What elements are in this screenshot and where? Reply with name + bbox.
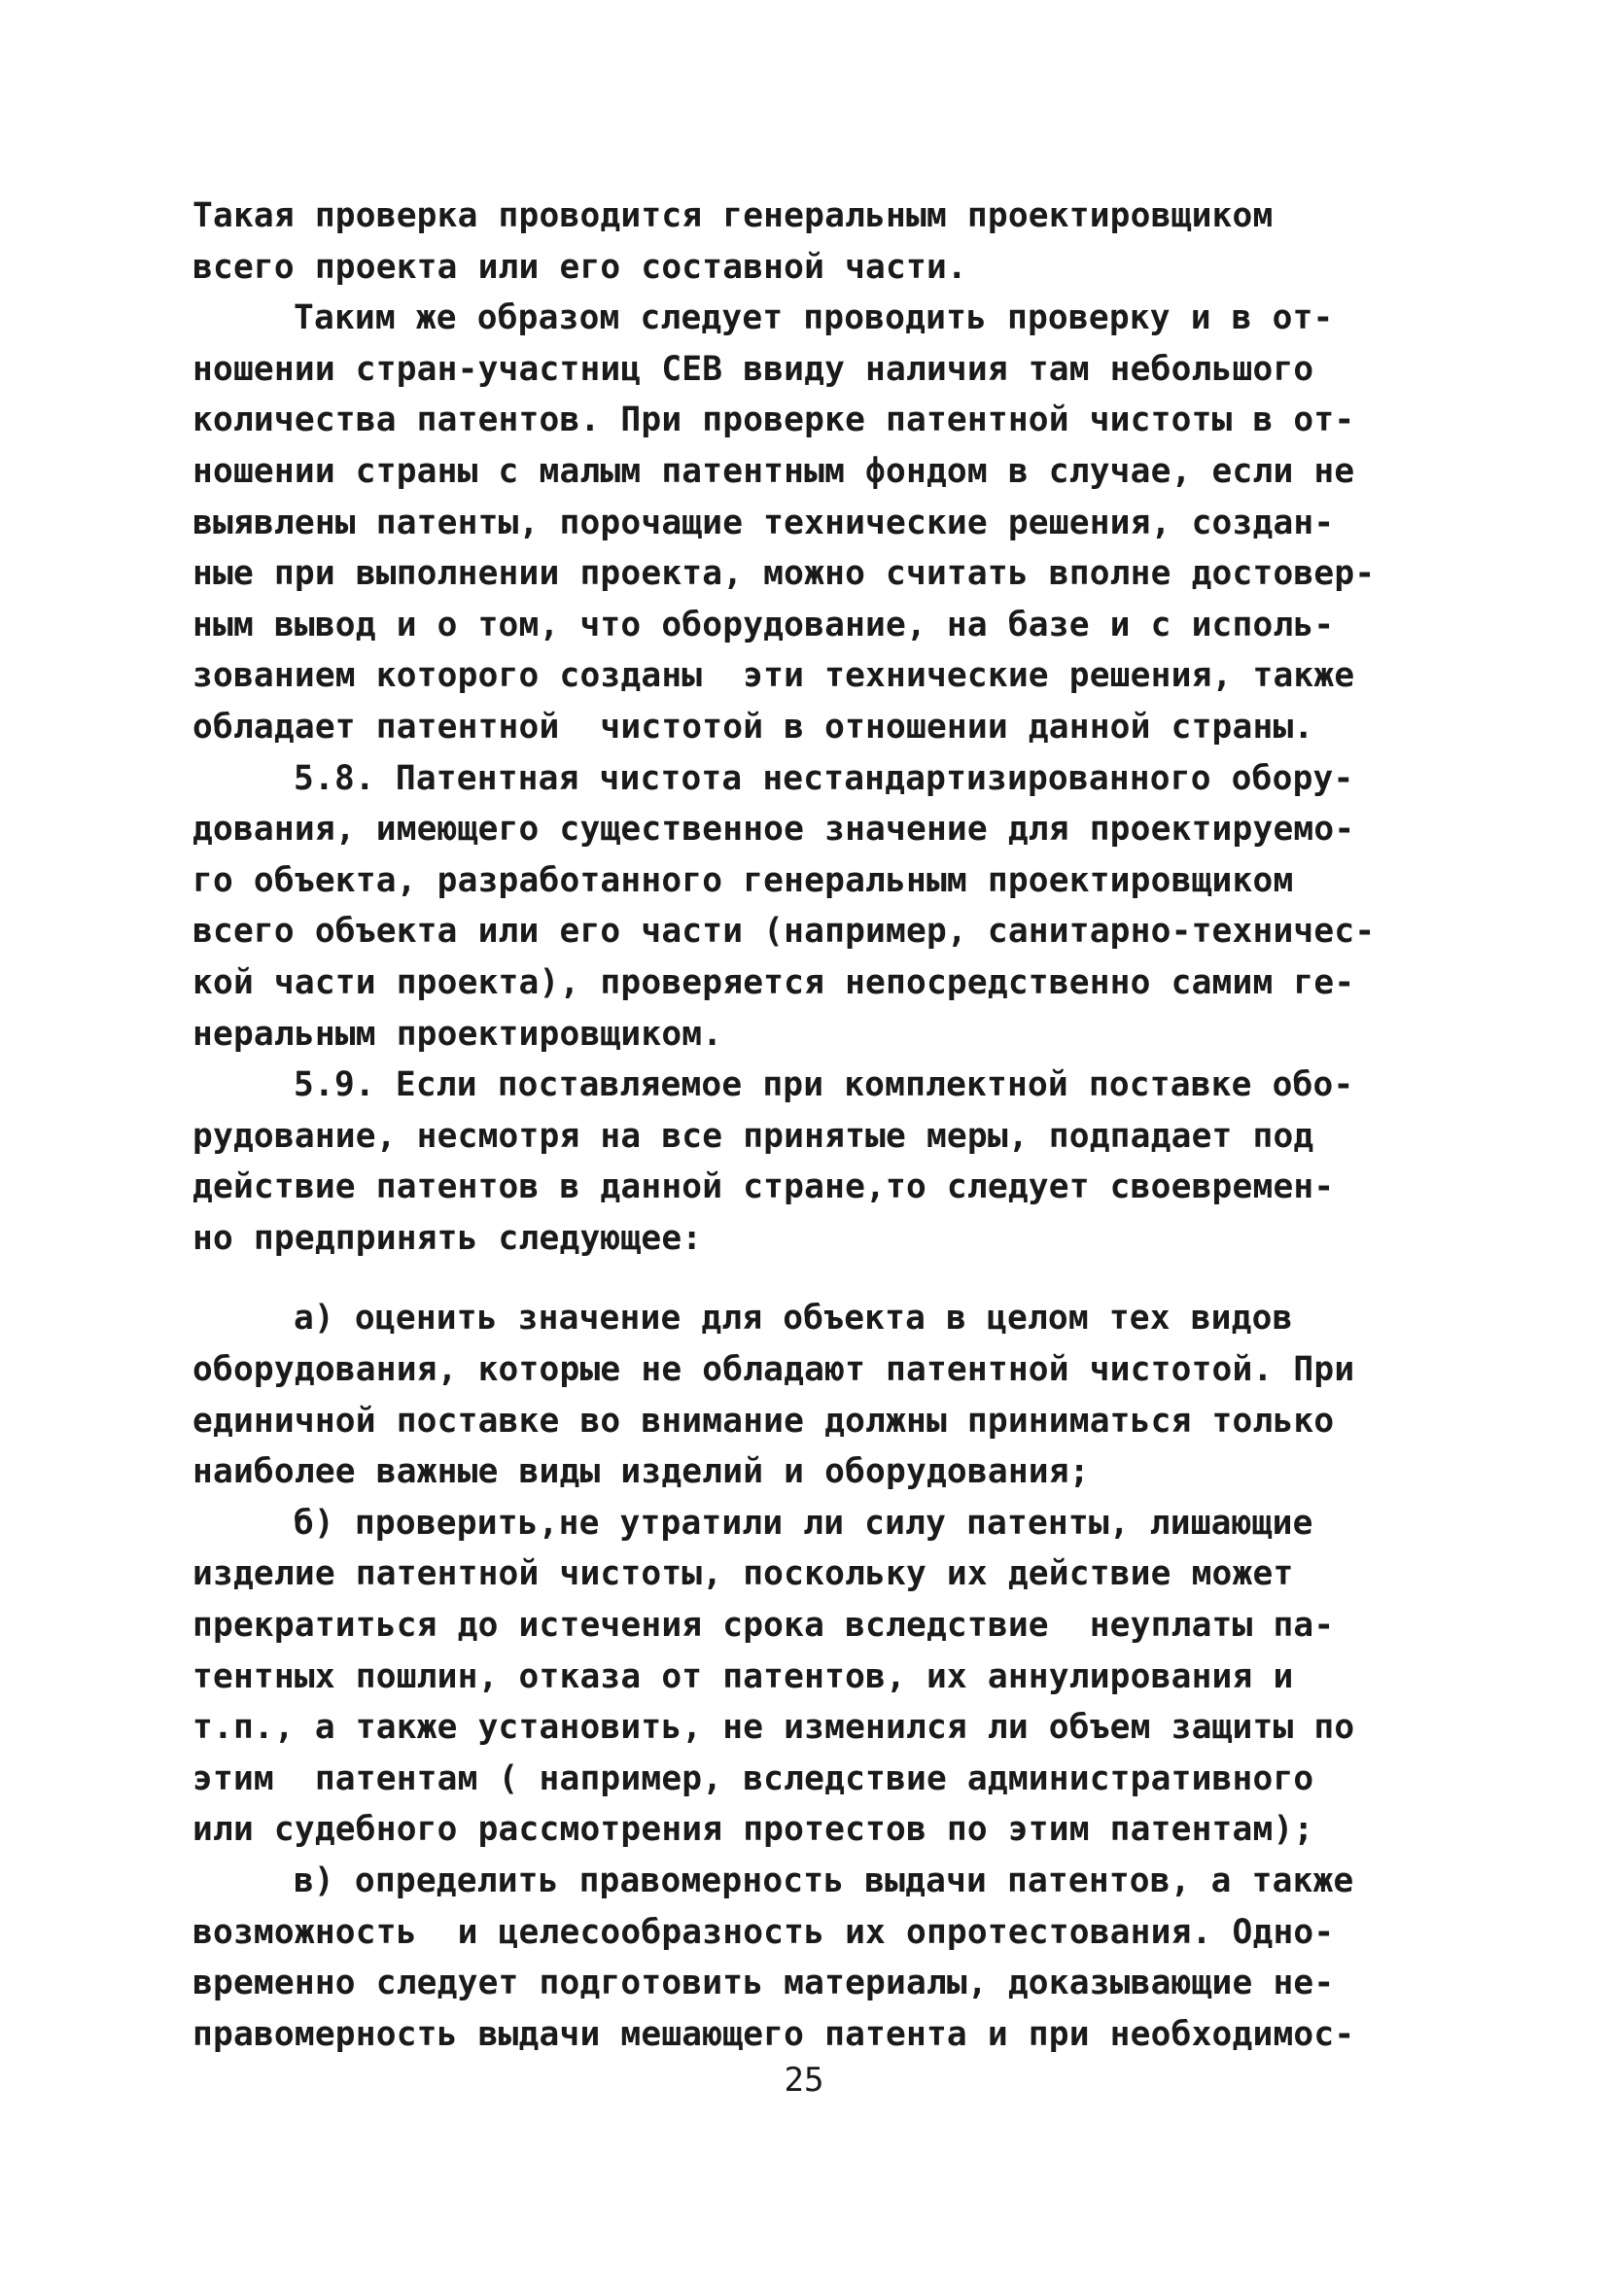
list-item xyxy=(192,1293,1417,1497)
text-line: прекратиться до истечения срока вследствие неуплаты па- xyxy=(192,1606,1335,1646)
text-line: этим патентам ( например, вследствие административного xyxy=(192,1758,1314,1798)
text-line: в) определить правомерность выдачи патентов, а также xyxy=(294,1861,1354,1900)
text-line: ношении страны с малым патентным фондом в случае, если не xyxy=(192,451,1355,491)
text-line: изделие патентной чистоты, поскольку их действие может xyxy=(192,1554,1294,1594)
text-line: действие патентов в данной стране,то следует своевремен- xyxy=(192,1167,1335,1207)
text-line: 5.9. Если поставляемое при комплектной поставке обо- xyxy=(294,1065,1354,1105)
text-line: зованием которого созданы эти технические решения, также xyxy=(192,656,1355,696)
text-line: тентных пошлин, отказа от патентов, их аннулирования и xyxy=(192,1656,1294,1696)
text-line: ношении стран-участниц СЕВ ввиду наличия там небольшого xyxy=(192,349,1314,389)
text-line: всего объекта или его части (например, санитарно-техничес- xyxy=(192,912,1376,952)
paragraph xyxy=(192,1060,1417,1264)
text-line: т.п., а также установить, не изменился ли объем защиты по xyxy=(192,1708,1355,1748)
text-line: б) проверить,не утратили ли силу патенты, лишающие xyxy=(294,1503,1313,1543)
text-line: Таким же образом следует проводить проверку и в от- xyxy=(294,298,1334,338)
text-line: дования, имеющего существенное значение для проектируемо- xyxy=(192,810,1355,850)
text-line: Такая проверка проводится генеральным проектировщиком xyxy=(192,196,1274,235)
text-line: но предпринять следующее: xyxy=(192,1218,703,1258)
paragraph xyxy=(192,293,1417,752)
text-line: правомерность выдачи мешающего патента и при необходимос- xyxy=(192,2014,1355,2054)
text-line: или судебного рассмотрения протестов по этим патентам); xyxy=(192,1810,1314,1850)
text-line: ные при выполнении проекта, можно считать вполне достовер- xyxy=(192,554,1376,594)
list-item xyxy=(192,1498,1417,1856)
paragraph-spacer xyxy=(192,1264,1417,1293)
text-line: выявлены патенты, порочащие технические решения, создан- xyxy=(192,503,1335,542)
body-text xyxy=(192,191,1417,2060)
text-line: го объекта, разработанного генеральным проектировщиком xyxy=(192,860,1294,900)
text-line: а) оценить значение для объекта в целом тех видов xyxy=(294,1299,1293,1339)
text-line: оборудования, которые не обладают патентной чистотой. При xyxy=(192,1350,1355,1390)
text-line: рудование, несмотря на все принятые меры, подпадает под xyxy=(192,1116,1314,1156)
text-line: наиболее важные виды изделий и оборудования; xyxy=(192,1452,1090,1492)
text-line: ным вывод и о том, что оборудование, на базе и с исполь- xyxy=(192,605,1335,644)
text-line: временно следует подготовить материалы, доказывающие не- xyxy=(192,1964,1335,2003)
text-line: кой части проекта), проверяется непосредственно самим ге- xyxy=(192,962,1355,1002)
text-line: всего проекта или его составной части. xyxy=(192,247,967,287)
text-line: единичной поставке во внимание должны приниматься только xyxy=(192,1401,1335,1441)
text-line: возможность и целесообразность их опротестования. Одно- xyxy=(192,1912,1335,1952)
text-line: обладает патентной чистотой в отношении данной страны. xyxy=(192,707,1314,747)
text-line: количества патентов. При проверке патентной чистоты в от- xyxy=(192,400,1355,440)
page-number: 25 xyxy=(784,2061,824,2100)
text-line: 5.8. Патентная чистота нестандартизированного обору- xyxy=(294,758,1354,798)
text-line: неральным проектировщиком. xyxy=(192,1014,723,1054)
paragraph xyxy=(192,191,1417,293)
list-item xyxy=(192,1856,1417,2060)
paragraph xyxy=(192,753,1417,1061)
